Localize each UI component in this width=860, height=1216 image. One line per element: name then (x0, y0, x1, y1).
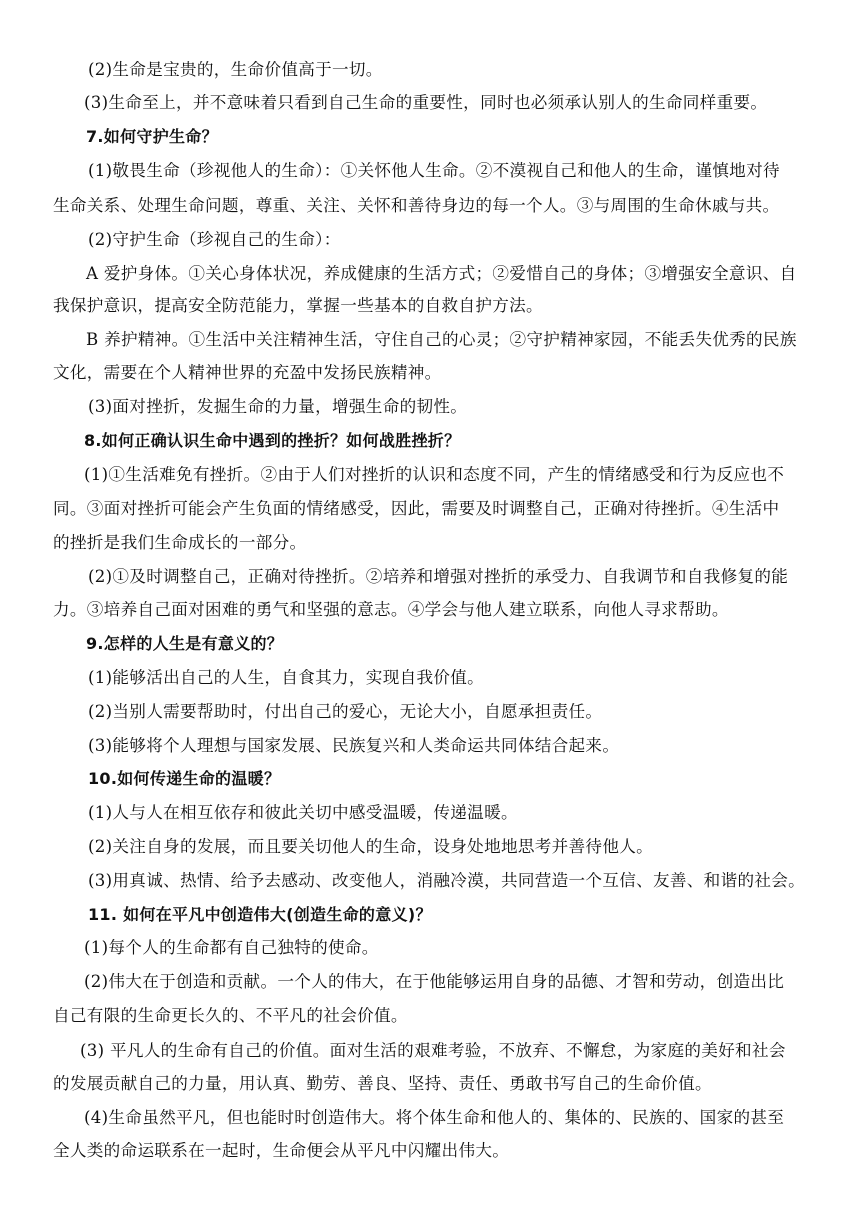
paragraph-line: (2)当别人需要帮助时，付出自己的爱心，无论大小，自愿承担责任。 (88, 702, 603, 721)
paragraph-line: (3)用真诚、热情、给予去感动、改变他人，消融冷漠，共同营造一个互信、友善、和谐的社会。 (88, 871, 806, 890)
section-heading: 8.如何正确认识生命中遇到的挫折？如何战胜挫折？ (84, 431, 461, 450)
paragraph-line: 力。③培养自己面对困难的勇气和坚强的意志。④学会与他人建立联系，向他人寻求帮助。 (53, 600, 729, 619)
paragraph-line: 的发展贡献自己的力量，用认真、勤劳、善良、坚持、责任、勇敢书写自己的生命价值。 (53, 1074, 712, 1093)
paragraph-line: (3)能够将个人理想与国家发展、民族复兴和人类命运共同体结合起来。 (88, 736, 620, 755)
paragraph-line: 同。③面对挫折可能会产生负面的情绪感受，因此，需要及时调整自己，正确对待挫折。④生活中 (53, 499, 780, 518)
paragraph-line: (1)每个人的生命都有自己独特的使命。 (84, 938, 379, 957)
section-heading: 7.如何守护生命？ (86, 127, 218, 146)
paragraph-line: 我保护意识，提高安全防范能力，掌握一些基本的自救自护方法。 (53, 296, 543, 315)
paragraph-line: 全人类的命运联系在一起时，生命便会从平凡中闪耀出伟大。 (53, 1141, 510, 1160)
paragraph-line: (1)人与人在相互依存和彼此关切中感受温暖，传递温暖。 (88, 803, 518, 822)
paragraph-line: (3) 平凡人的生命有自己的价值。面对生活的艰难考验，不放弃、不懈怠，为家庭的美好和社会 (80, 1041, 786, 1060)
paragraph-line: (2)①及时调整自己，正确对待挫折。②培养和增强对挫折的承受力、自我调节和自我修复的能 (88, 567, 789, 586)
paragraph-line: (2)生命是宝贵的，生命价值高于一切。 (88, 60, 383, 79)
paragraph-line: (2)关注自身的发展，而且要关切他人的生命，设身处地地思考并善待他人。 (88, 837, 654, 856)
paragraph-line: (1)敬畏生命（珍视他人的生命）：①关怀他人生命。②不漠视自己和他人的生命，谨慎地对待 (88, 161, 780, 180)
paragraph-line: 文化，需要在个人精神世界的充盈中发扬民族精神。 (53, 363, 442, 382)
paragraph-line: A 爱护身体。①关心身体状况，养成健康的生活方式；②爱惜自己的身体；③增强安全意识、自 (86, 264, 797, 283)
paragraph-line: 自己有限的生命更长久的、不平凡的社会价值。 (53, 1006, 408, 1025)
paragraph-line: (3)生命至上，并不意味着只看到自己生命的重要性，同时也必须承认别人的生命同样重要。 (84, 93, 768, 112)
section-heading: 10.如何传递生命的温暖？ (88, 769, 281, 788)
paragraph-line: (1)能够活出自己的人生，自食其力，实现自我价值。 (88, 668, 485, 687)
paragraph-line: 的挫折是我们生命成长的一部分。 (53, 533, 307, 552)
paragraph-line: (2)守护生命（珍视自己的生命）： (88, 230, 341, 249)
paragraph-line: (3)面对挫折，发掘生命的力量，增强生命的韧性。 (88, 397, 468, 416)
paragraph-line: B 养护精神。①生活中关注精神生活，守住自己的心灵；②守护精神家园，不能丢失优秀的民族 (86, 330, 797, 349)
paragraph-line: (1)①生活难免有挫折。②由于人们对挫折的认识和态度不同，产生的情绪感受和行为反应也不 (84, 465, 785, 484)
section-heading: 11. 如何在平凡中创造伟大(创造生命的意义)？ (88, 905, 432, 924)
paragraph-line: (2)伟大在于创造和贡献。一个人的伟大，在于他能够运用自身的品德、才智和劳动，创造出比 (84, 972, 785, 991)
paragraph-line: 生命关系、处理生命问题，尊重、关注、关怀和善待身边的每一个人。③与周围的生命休戚与共。 (53, 196, 780, 215)
paragraph-line: (4)生命虽然平凡，但也能时时创造伟大。将个体生命和他人的、集体的、民族的、国家的甚至 (84, 1108, 785, 1127)
section-heading: 9.怎样的人生是有意义的？ (86, 634, 284, 653)
